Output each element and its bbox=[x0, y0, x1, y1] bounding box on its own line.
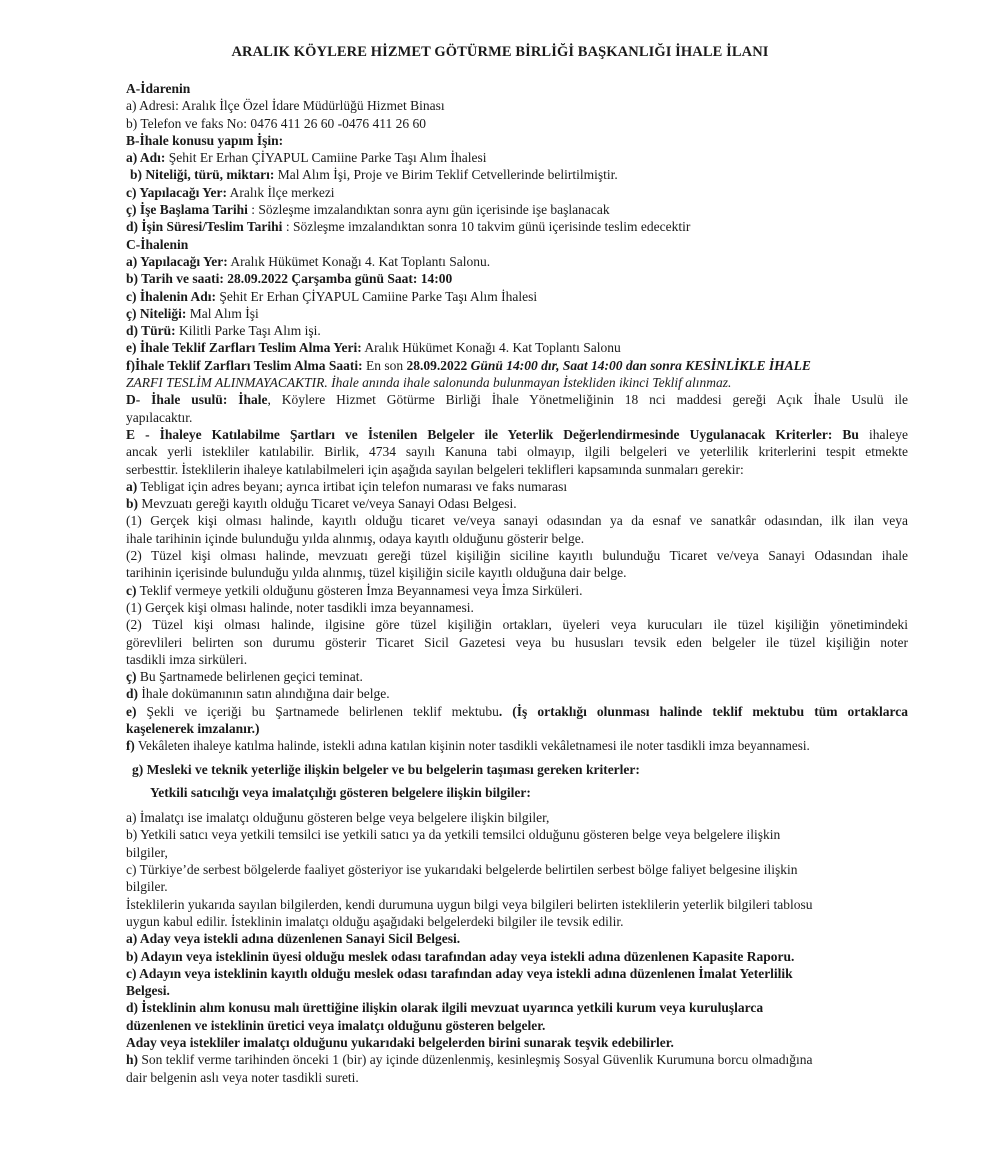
manufacturer-doc-note: Aday veya istekliler imalatçı olduğunu yukarıdaki belgelerden birini sunarak teşvik edebilirler. bbox=[126, 1035, 674, 1051]
requirement-a: a) Tebligat için adres beyanı; ayrıca irtibat için telefon numarası ve faks numarası bbox=[126, 478, 568, 494]
requirement-c2: (2) Tüzel kişi olması halinde, ilgisine göre tüzel kişiliğin ortakları, üyeleri veya kurucuları ile tüzel kişiliğin yönetimindeki bbox=[126, 617, 908, 633]
tender-name-line: c) İhalenin Adı: Şehit Er Erhan ÇİYAPUL Camiine Parke Taşı Alım İhalesi bbox=[126, 288, 538, 304]
work-place-line: c) Yapılacağı Yer: Aralık İlçe merkezi bbox=[126, 184, 335, 200]
work-name-line: a) Adı: Şehit Er Erhan ÇİYAPUL Camiine Parke Taşı Alım İhalesi bbox=[126, 150, 487, 166]
bid-time-line: f)İhale Teklif Zarfları Teslim Alma Saati: En son 28.09.2022 Günü 14:00 dır, Saat 14:00 dan sonra KESİNLİKLE İHALE bbox=[126, 357, 811, 373]
g-item-b-cont: bilgiler, bbox=[126, 844, 168, 860]
requirement-b2: (2) Tüzel kişi olması halinde, mevzuatı gereği tüzel kişiliğin siciline kayıtlı bulunduğu Ticaret ve/veya Sanayi Odasından ihale bbox=[126, 548, 908, 564]
requirement-g-subheading: Yetkili satıcılığı veya imalatçılığı gösteren belgelere ilişkin bilgiler: bbox=[150, 784, 531, 800]
requirement-b1: (1) Gerçek kişi olması halinde, kayıtlı olduğu ticaret ve/veya sanayi odasından ya da esnaf ve sanatkâr odasından, ilk ilan veya bbox=[126, 513, 908, 529]
g-paragraph-cont: uygun kabul edilir. İsteklinin imalatçı olduğu aşağıdaki belgelerdeki bilgiler ile tevsik edilir. bbox=[126, 913, 624, 929]
manufacturer-doc-c-cont: Belgesi. bbox=[126, 983, 170, 999]
requirement-g: g) Mesleki ve teknik yeterliğe ilişkin belgeler ve bu belgelerin taşıması gereken kriterler: bbox=[132, 761, 640, 777]
section-a-heading: A-İdarenin bbox=[126, 81, 191, 96]
requirement-e-cont: kaşelenerek imzalanır.) bbox=[126, 720, 260, 736]
manufacturer-doc-a: a) Aday veya istekli adına düzenlenen Sanayi Sicil Belgesi. bbox=[126, 931, 461, 947]
work-start-line: ç) İşe Başlama Tarihi : Sözleşme imzalandıktan sonra aynı gün içerisinde işe başlanacak bbox=[126, 202, 610, 218]
section-c-heading: C-İhalenin bbox=[126, 236, 189, 252]
document-body bbox=[126, 80, 908, 1086]
work-duration-line: d) İşin Süresi/Teslim Tarihi : Sözleşme imzalandıktan sonra 10 takvim günü içerisinde teslim edecektir bbox=[126, 219, 691, 235]
g-paragraph: İsteklilerin yukarıda sayılan bilgilerden, kendi durumuna uygun bilgi veya bilgileri belirten isteklilerin yeterlik bilgileri tablosu bbox=[126, 896, 813, 912]
section-e-heading: E - İhaleye Katılabilme Şartları ve İstenilen Belgeler ile Yeterlik Değerlendirmesinde Uygulanacak Kriterler: Bu ihaleye bbox=[126, 426, 908, 442]
tender-place-line: a) Yapılacağı Yer: Aralık Hükümet Konağı 4. Kat Toplantı Salonu. bbox=[126, 253, 491, 269]
requirement-b: b) Mevzuatı gereği kayıtlı olduğu Ticaret ve/veya Sanayi Odası Belgesi. bbox=[126, 496, 517, 512]
manufacturer-doc-b: b) Adayın veya isteklinin üyesi olduğu meslek odası tarafından aday veya istekli adına düzenlenen Kapasite Raporu. bbox=[126, 948, 795, 964]
section-e-intro-3: serbesttir. İsteklilerin ihaleye katılabilmeleri için aşağıda sayılan belgeleri teklifleri kapsamında sunmaları gerekir: bbox=[126, 461, 744, 477]
procedure-line: D- İhale usulü: İhale, Köylere Hizmet Götürme Birliği İhale Yönetmeliğinin 18 nci maddesi gereği Açık İhale Usulü ile bbox=[126, 392, 908, 408]
address-line: a) Adresi: Aralık İlçe Özel İdare Müdürlüğü Hizmet Binası bbox=[126, 98, 445, 114]
bid-time-warning: ZARFI TESLİM ALINMAYACAKTIR. İhale anında ihale salonunda bulunmayan İstekliden ikinci Teklif alınmaz. bbox=[126, 375, 732, 391]
requirement-e: e) Şekli ve içeriği bu Şartnamede belirlenen teklif mektubu. (İş ortaklığı olunması halinde teklif mektubu tüm ortaklarca bbox=[126, 703, 908, 719]
tender-date-line: b) Tarih ve saati: 28.09.2022 Çarşamba günü Saat: 14:00 bbox=[126, 271, 453, 287]
section-e-intro-2: ancak yerli istekliler katılabilir. Birlik, 4734 sayılı Kanuna tabi olmayıp, ilgili belgeleri ve yeterlilik kriterlerini tespit etmekte bbox=[126, 444, 908, 460]
requirement-c2-cont: görevlileri belirten son durumu gösterir Ticaret Sicil Gazetesi veya bu hususları tevsik eden belgeler ile tüzel kişiliğin noter bbox=[126, 634, 908, 650]
requirement-d: d) İhale dokümanının satın alındığına dair belge. bbox=[126, 686, 390, 702]
tender-nature-line: ç) Niteliği: Mal Alım İşi bbox=[126, 305, 259, 321]
bid-place-line: e) İhale Teklif Zarfları Teslim Alma Yeri: Aralık Hükümet Konağı 4. Kat Toplantı Salonu bbox=[126, 340, 621, 356]
manufacturer-doc-d: d) İsteklinin alım konusu malı ürettiğine ilişkin olarak ilgili mevzuat uyarınca yetkili kurum veya kuruluşlarca bbox=[126, 1000, 764, 1016]
g-item-b: b) Yetkili satıcı veya yetkili temsilci ise yetkili satıcı ya da yetkili temsilci olduğunu gösteren belge veya belgelere ilişkin bbox=[126, 827, 781, 843]
tender-kind-line: d) Türü: Kilitli Parke Taşı Alım işi. bbox=[126, 323, 321, 339]
manufacturer-doc-c: c) Adayın veya isteklinin kayıtlı olduğu meslek odası tarafından aday veya istekli adına düzenlenen İmalat Yeterlilik bbox=[126, 965, 793, 981]
manufacturer-doc-d-cont: düzenlenen ve isteklinin üretici veya imalatçı olduğunu gösteren belgeler. bbox=[126, 1017, 546, 1033]
g-item-a: a) İmalatçı ise imalatçı olduğunu gösteren belge veya belgelere ilişkin bilgiler, bbox=[126, 810, 550, 826]
requirement-f: f) Vekâleten ihaleye katılma halinde, istekli adına katılan kişinin noter tasdikli vekâletnamesi ile noter tasdikli imza beyannamesi. bbox=[126, 738, 810, 754]
requirement-c2-end: tasdikli imza sirküleri. bbox=[126, 651, 248, 667]
requirement-cc: ç) Bu Şartnamede belirlenen geçici teminat. bbox=[126, 669, 363, 685]
requirement-b2-cont: tarihinin içerisinde bulunduğu yılda alınmış, tüzel kişiliğin sicile kayıtlı olduğuna dair belge. bbox=[126, 565, 627, 581]
g-item-c: c) Türkiye’de serbest bölgelerde faaliyet gösteriyor ise yukarıdaki belgelerde belirtilen serbest bölge faliyet belgesine ilişkin bbox=[126, 862, 798, 878]
g-item-c-cont: bilgiler. bbox=[126, 879, 168, 895]
work-type-line: b) Niteliği, türü, miktarı: Mal Alım İşi, Proje ve Birim Teklif Cetvellerinde belirtilmiştir. bbox=[130, 167, 618, 183]
document-title: ARALIK KÖYLERE HİZMET GÖTÜRME BİRLİĞİ BAŞKANLIĞI İHALE İLANI bbox=[231, 44, 769, 60]
section-b-heading: B-İhale konusu yapım İşin: bbox=[126, 132, 284, 148]
requirement-h: h) Son teklif verme tarihinden önceki 1 (bir) ay içinde düzenlenmiş, kesinleşmiş Sosyal Güvenlik Kurumuna borcu olmadığına bbox=[126, 1052, 813, 1068]
requirement-c1: (1) Gerçek kişi olması halinde, noter tasdikli imza beyannamesi. bbox=[126, 599, 474, 615]
phone-line: b) Telefon ve faks No: 0476 411 26 60 -0476 411 26 60 bbox=[126, 115, 427, 131]
procedure-line-2: yapılacaktır. bbox=[126, 409, 193, 425]
requirement-h-cont: dair belgenin aslı veya noter tasdikli sureti. bbox=[126, 1069, 359, 1085]
requirement-b1-cont: ihale tarihinin içinde bulunduğu yılda alınmış, odaya kayıtlı olduğunu gösterir belge. bbox=[126, 530, 585, 546]
requirement-c: c) Teklif vermeye yetkili olduğunu gösteren İmza Beyannamesi veya İmza Sirküleri. bbox=[126, 582, 583, 598]
